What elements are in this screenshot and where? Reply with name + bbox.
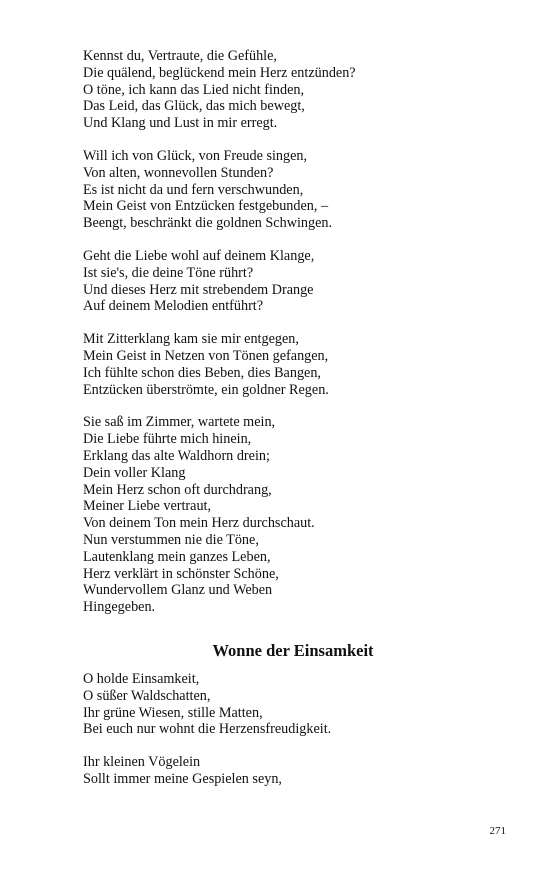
verse-line: Herz verklärt in schönster Schöne, xyxy=(83,565,279,582)
verse-line: Mein Herz schon oft durchdrang, xyxy=(83,481,272,498)
stanza xyxy=(83,48,503,132)
verse-line: Mein Geist von Entzücken festgebunden, – xyxy=(83,198,329,215)
verse-line: Die quälend, beglückend mein Herz entzünden? xyxy=(83,64,356,81)
verse-line: Beengt, beschränkt die goldnen Schwingen. xyxy=(83,215,333,232)
text-block xyxy=(83,48,503,804)
verse-line: Mein Geist in Netzen von Tönen gefangen, xyxy=(83,347,329,364)
poem-title: Wonne der Einsamkeit xyxy=(212,640,374,660)
verse-line: Ihr kleinen Vögelein xyxy=(83,754,201,771)
verse-line: Ich fühlte schon dies Beben, dies Bangen, xyxy=(83,364,321,381)
verse-line: Ist sie's, die deine Töne rührt? xyxy=(83,264,254,281)
verse-line: Ihr grüne Wiesen, stille Matten, xyxy=(83,704,263,721)
verse-line: Hingegeben. xyxy=(83,599,156,616)
verse-line: Mit Zitterklang kam sie mir entgegen, xyxy=(83,331,299,348)
verse-line: Entzücken überströmte, ein goldner Regen. xyxy=(83,381,329,398)
stanza xyxy=(83,148,503,232)
verse-line: Das Leid, das Glück, das mich bewegt, xyxy=(83,98,305,115)
verse-line: O töne, ich kann das Lied nicht finden, xyxy=(83,81,305,98)
page-number: 271 xyxy=(489,825,506,837)
stanza xyxy=(83,248,503,315)
verse-line: Bei euch nur wohnt die Herzensfreudigkeit. xyxy=(83,721,332,738)
verse-line: Geht die Liebe wohl auf deinem Klange, xyxy=(83,247,315,264)
verse-line: Kennst du, Vertraute, die Gefühle, xyxy=(83,48,277,64)
verse-line: Von deinem Ton mein Herz durchschaut. xyxy=(83,515,315,532)
verse-line: Von alten, wonnevollen Stunden? xyxy=(83,164,274,181)
verse-line: Lautenklang mein ganzes Leben, xyxy=(83,548,271,565)
stanza xyxy=(83,754,503,788)
verse-line: Wundervollem Glanz und Weben xyxy=(83,582,273,599)
verse-line: Und Klang und Lust in mir erregt. xyxy=(83,115,278,132)
verse-line: Erklang das alte Waldhorn drein; xyxy=(83,447,270,464)
verse-line: O süßer Waldschatten, xyxy=(83,687,211,704)
verse-line: Es ist nicht da und fern verschwunden, xyxy=(83,181,304,198)
verse-line: Meiner Liebe vertraut, xyxy=(83,498,212,515)
stanza xyxy=(83,331,503,398)
verse-line: Dein voller Klang xyxy=(83,464,186,481)
verse-line: Die Liebe führte mich hinein, xyxy=(83,431,252,448)
verse-line: Sollt immer meine Gespielen seyn, xyxy=(83,770,282,787)
verse-line: Nun verstummen nie die Töne, xyxy=(83,531,259,548)
verse-line: O holde Einsamkeit, xyxy=(83,670,200,687)
stanza xyxy=(83,414,503,616)
stanza xyxy=(83,671,503,738)
verse-line: Will ich von Glück, von Freude singen, xyxy=(83,147,308,164)
verse-line: Und dieses Herz mit strebendem Drange xyxy=(83,281,314,298)
verse-line: Sie saß im Zimmer, wartete mein, xyxy=(83,414,276,431)
verse-line: Auf deinem Melodien entführt? xyxy=(83,298,264,315)
